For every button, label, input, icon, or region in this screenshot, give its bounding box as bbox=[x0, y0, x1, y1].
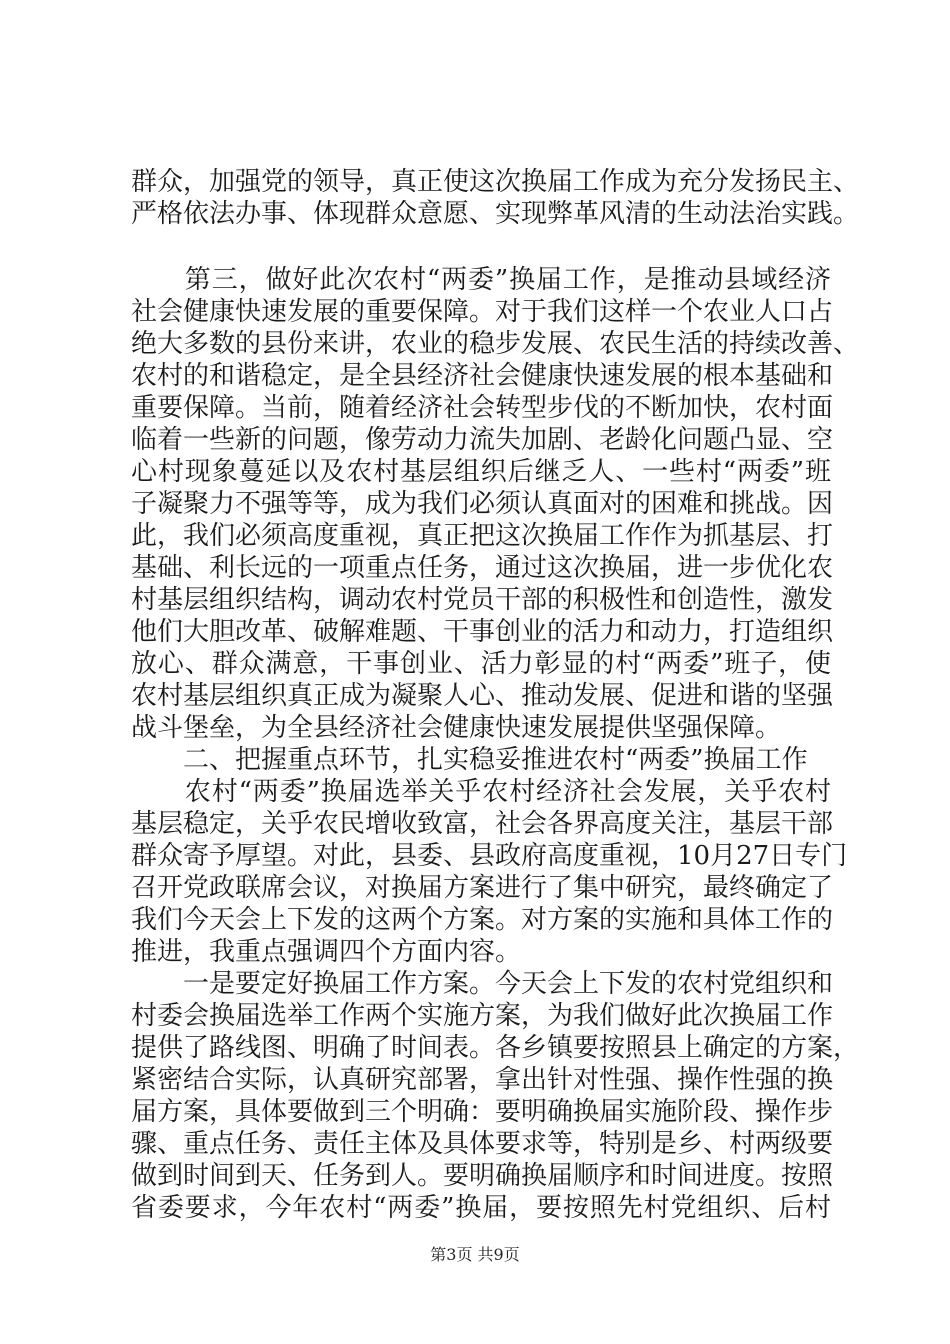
text-line: 村委会换届选举工作两个实施方案，为我们做好此次换届工作 bbox=[131, 1001, 834, 1031]
text-line: 一是要定好换届工作方案。今天会上下发的农村党组织和 bbox=[131, 969, 834, 999]
text-line: 心村现象蔓延以及农村基层组织后继乏人、一些村“两委”班 bbox=[131, 457, 831, 487]
text-line: 做到时间到天、任务到人。要明确换届顺序和时间进度。按照 bbox=[131, 1161, 834, 1191]
text-line: 第三，做好此次农村“两委”换届工作，是推动县域经济 bbox=[131, 265, 831, 295]
text-line: 绝大多数的县份来讲，农业的稳步发展、农民生活的持续改善、 bbox=[131, 329, 860, 359]
text-line: 农村基层组织真正成为凝聚人心、推动发展、促进和谐的坚强 bbox=[131, 681, 834, 711]
text-line: 骤、重点任务、责任主体及具体要求等，特别是乡、村两级要 bbox=[131, 1129, 834, 1159]
text-line: 村基层组织结构，调动农村党员干部的积极性和创造性，激发 bbox=[131, 585, 834, 615]
text-line: 紧密结合实际，认真研究部署，拿出针对性强、操作性强的换 bbox=[131, 1065, 834, 1095]
paragraph-continuation bbox=[131, 166, 860, 230]
text-line: 严格依法办事、体现群众意愿、实现弊革风清的生动法治实践。 bbox=[131, 199, 860, 229]
text-line: 推进，我重点强调四个方面内容。 bbox=[131, 937, 522, 967]
text-line: 届方案，具体要做到三个明确：要明确换届实施阶段、操作步 bbox=[131, 1097, 834, 1127]
document-body bbox=[131, 166, 860, 1224]
paragraph-point-one bbox=[131, 968, 860, 1224]
text-line: 基础、利长远的一项重点任务，通过这次换届，进一步优化农 bbox=[131, 553, 834, 583]
section-heading: 二、把握重点环节，扎实稳妥推进农村“两委”换届工作 bbox=[131, 745, 808, 775]
page-footer bbox=[0, 1245, 950, 1265]
text-line: 提供了路线图、明确了时间表。各乡镇要按照县上确定的方案， bbox=[131, 1033, 860, 1063]
text-line: 临着一些新的问题，像劳动力流失加剧、老龄化问题凸显、空 bbox=[131, 425, 834, 455]
text-line: 基层稳定，关乎农民增收致富，社会各界高度关注，基层干部 bbox=[131, 809, 834, 839]
text-line: 战斗堡垒，为全县经济社会健康快速发展提供坚强保障。 bbox=[131, 713, 782, 743]
text-line: 农村的和谐稳定，是全县经济社会健康快速发展的根本基础和 bbox=[131, 361, 834, 391]
text-line: 此，我们必须高度重视，真正把这次换届工作作为抓基层、打 bbox=[131, 521, 834, 551]
text-line: 农村“两委”换届选举关乎农村经济社会发展，关乎农村 bbox=[131, 777, 831, 807]
text-line: 社会健康快速发展的重要保障。对于我们这样一个农业人口占 bbox=[131, 297, 834, 327]
paragraph-gap bbox=[131, 230, 831, 264]
text-line: 重要保障。当前，随着经济社会转型步伐的不断加快，农村面 bbox=[131, 393, 834, 423]
text-line: 子凝聚力不强等等，成为我们必须认真面对的困难和挑战。因 bbox=[131, 489, 834, 519]
paragraph-third-point bbox=[131, 264, 860, 744]
text-line: 他们大胆改革、破解难题、干事创业的活力和动力，打造组织 bbox=[131, 617, 834, 647]
text-line: 省委要求，今年农村“两委”换届，要按照先村党组织、后村 bbox=[131, 1193, 831, 1223]
text-line: 群众寄予厚望。对此，县委、县政府高度重视，10月27日专门 bbox=[131, 841, 848, 871]
paragraph-section-intro bbox=[131, 776, 848, 968]
text-line: 我们今天会上下发的这两个方案。对方案的实施和具体工作的 bbox=[131, 905, 834, 935]
text-line: 召开党政联席会议，对换届方案进行了集中研究，最终确定了 bbox=[131, 873, 834, 903]
text-line: 放心、群众满意，干事创业、活力彰显的村“两委”班子，使 bbox=[131, 649, 831, 679]
page-number-label: 第3页 共9页 bbox=[430, 1245, 520, 1264]
text-line: 群众，加强党的领导，真正使这次换届工作成为充分发扬民主、 bbox=[131, 167, 860, 197]
